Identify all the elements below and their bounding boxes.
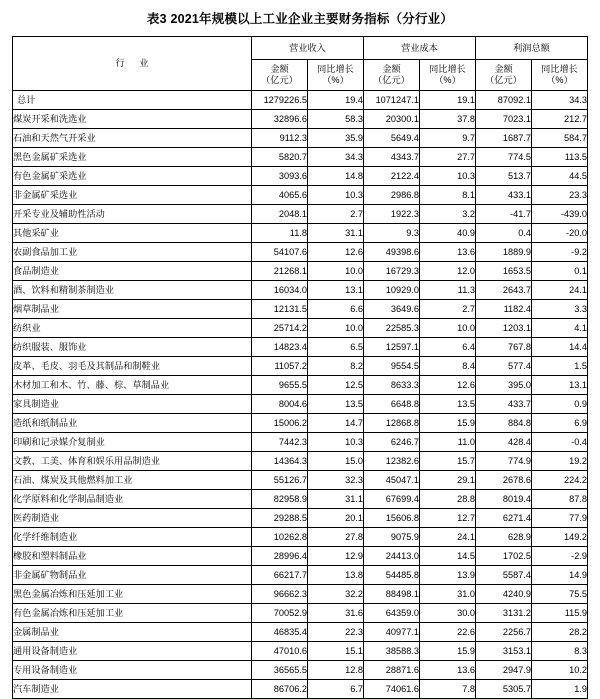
cell-cost-amount: 24413.0: [364, 547, 420, 566]
cell-cost-amount: 12868.8: [364, 414, 420, 433]
table-row: [13, 452, 588, 471]
cell-cost-amount: 49398.6: [364, 243, 420, 262]
cell-cost-amount: 8633.3: [364, 376, 420, 395]
header-group-cost: 营业成本: [364, 37, 476, 60]
cell-revenue-rate: 15.0: [308, 452, 364, 471]
header-cost-rate-label: 同比增长: [429, 63, 466, 74]
cell-revenue-rate: 20.1: [308, 509, 364, 528]
table-row: [13, 547, 588, 566]
cell-revenue-rate: 6.5: [308, 338, 364, 357]
cell-profit-rate: -2.9: [532, 547, 588, 566]
header-revenue-amount: [252, 60, 308, 91]
cell-revenue-rate: 22.3: [308, 623, 364, 642]
cell-cost-amount: 16729.3: [364, 262, 420, 281]
cell-cost-amount: 20300.1: [364, 110, 420, 129]
cell-revenue-amount: 36565.5: [252, 661, 308, 680]
cell-cost-amount: 45047.1: [364, 471, 420, 490]
cell-revenue-amount: 29288.5: [252, 509, 308, 528]
cell-revenue-rate: 14.8: [308, 167, 364, 186]
cell-profit-rate: 77.9: [532, 509, 588, 528]
cell-profit-rate: -0.4: [532, 433, 588, 452]
cell-profit-rate: 44.5: [532, 167, 588, 186]
table-row: [13, 414, 588, 433]
cell-revenue-amount: 3093.6: [252, 167, 308, 186]
cell-revenue-rate: 6.7: [308, 680, 364, 699]
cell-industry-name: 造纸和纸制品业: [13, 414, 252, 433]
cell-industry-name: 开采专业及辅助性活动: [13, 205, 252, 224]
table-header: [13, 37, 588, 91]
cell-profit-rate: 149.2: [532, 528, 588, 547]
cell-profit-rate: 0.9: [532, 395, 588, 414]
table-row: [13, 167, 588, 186]
cell-cost-rate: 11.0: [420, 433, 476, 452]
financial-indicators-table: [12, 36, 588, 699]
cell-cost-amount: 4343.7: [364, 148, 420, 167]
cell-profit-rate: 24.1: [532, 281, 588, 300]
cell-industry-name: 烟草制品业: [13, 300, 252, 319]
cell-revenue-rate: 12.5: [308, 376, 364, 395]
cell-cost-rate: 10.0: [420, 319, 476, 338]
cell-revenue-rate: 2.7: [308, 205, 364, 224]
cell-cost-amount: 74061.6: [364, 680, 420, 699]
cell-industry-name: 皮革、毛皮、羽毛及其制品和制鞋业: [13, 357, 252, 376]
table-row: [13, 566, 588, 585]
cell-profit-rate: 113.5: [532, 148, 588, 167]
cell-cost-rate: 31.0: [420, 585, 476, 604]
header-revenue-amount-unit: （亿元）: [261, 75, 298, 85]
cell-industry-name: 非金属矿采选业: [13, 186, 252, 205]
cell-revenue-amount: 82958.9: [252, 490, 308, 509]
cell-revenue-amount: 5820.7: [252, 148, 308, 167]
cell-cost-rate: 15.9: [420, 414, 476, 433]
cell-revenue-amount: 86706.2: [252, 680, 308, 699]
cell-profit-amount: 5587.4: [476, 566, 532, 585]
cell-cost-amount: 28871.6: [364, 661, 420, 680]
table-row: [13, 433, 588, 452]
cell-revenue-rate: 32.2: [308, 585, 364, 604]
cell-cost-rate: 19.1: [420, 91, 476, 110]
table-row: [13, 338, 588, 357]
cell-cost-amount: 9.3: [364, 224, 420, 243]
cell-cost-rate: 13.6: [420, 661, 476, 680]
cell-profit-amount: 577.4: [476, 357, 532, 376]
cell-profit-rate: 10.2: [532, 661, 588, 680]
cell-cost-amount: 2986.8: [364, 186, 420, 205]
cell-profit-rate: 4.1: [532, 319, 588, 338]
table-row: [13, 585, 588, 604]
cell-industry-name: 家具制造业: [13, 395, 252, 414]
cell-revenue-rate: 19.4: [308, 91, 364, 110]
cell-cost-amount: 12597.1: [364, 338, 420, 357]
cell-cost-rate: 9.7: [420, 129, 476, 148]
cell-profit-rate: 14.4: [532, 338, 588, 357]
table-row: [13, 376, 588, 395]
cell-revenue-amount: 2048.1: [252, 205, 308, 224]
cell-profit-amount: 1687.7: [476, 129, 532, 148]
cell-profit-amount: 2256.7: [476, 623, 532, 642]
cell-revenue-amount: 47010.6: [252, 642, 308, 661]
cell-cost-rate: 13.9: [420, 566, 476, 585]
cell-revenue-amount: 15006.2: [252, 414, 308, 433]
header-profit-amount: [476, 60, 532, 91]
cell-profit-amount: 433.1: [476, 186, 532, 205]
table-row: [13, 262, 588, 281]
cell-profit-amount: 628.9: [476, 528, 532, 547]
cell-revenue-amount: 7442.3: [252, 433, 308, 452]
cell-profit-amount: -41.7: [476, 205, 532, 224]
table-row: [13, 604, 588, 623]
cell-industry-name: 纺织业: [13, 319, 252, 338]
cell-profit-amount: 0.4: [476, 224, 532, 243]
cell-revenue-rate: 31.1: [308, 224, 364, 243]
cell-profit-rate: -20.0: [532, 224, 588, 243]
cell-revenue-rate: 12.6: [308, 243, 364, 262]
cell-profit-rate: 34.3: [532, 91, 588, 110]
cell-cost-rate: 8.1: [420, 186, 476, 205]
cell-cost-rate: 7.8: [420, 680, 476, 699]
cell-industry-name: 其他采矿业: [13, 224, 252, 243]
cell-revenue-amount: 9655.5: [252, 376, 308, 395]
header-profit-rate-label: 同比增长: [541, 63, 578, 74]
cell-revenue-rate: 10.0: [308, 262, 364, 281]
header-profit-rate: [532, 60, 588, 91]
cell-revenue-rate: 13.8: [308, 566, 364, 585]
cell-cost-amount: 5649.4: [364, 129, 420, 148]
cell-industry-name: 印刷和记录媒介复制业: [13, 433, 252, 452]
cell-cost-amount: 12382.6: [364, 452, 420, 471]
cell-industry-name: 医药制造业: [13, 509, 252, 528]
cell-profit-rate: 28.2: [532, 623, 588, 642]
cell-revenue-amount: 14364.3: [252, 452, 308, 471]
cell-revenue-amount: 55126.7: [252, 471, 308, 490]
cell-profit-rate: 14.9: [532, 566, 588, 585]
cell-cost-rate: 29.1: [420, 471, 476, 490]
cell-profit-rate: 584.7: [532, 129, 588, 148]
cell-industry-name: 非金属矿物制品业: [13, 566, 252, 585]
cell-revenue-rate: 10.3: [308, 186, 364, 205]
cell-cost-rate: 40.9: [420, 224, 476, 243]
cell-profit-amount: 7023.1: [476, 110, 532, 129]
cell-revenue-amount: 46835.4: [252, 623, 308, 642]
header-industry: 行 业: [13, 37, 252, 91]
cell-revenue-rate: 13.5: [308, 395, 364, 414]
cell-revenue-rate: 10.3: [308, 433, 364, 452]
cell-profit-rate: 6.9: [532, 414, 588, 433]
cell-cost-amount: 6246.7: [364, 433, 420, 452]
cell-revenue-amount: 8004.6: [252, 395, 308, 414]
cell-cost-rate: 15.9: [420, 642, 476, 661]
cell-profit-amount: 2678.6: [476, 471, 532, 490]
cell-cost-rate: 37.8: [420, 110, 476, 129]
cell-industry-name: 化学纤维制造业: [13, 528, 252, 547]
header-revenue-rate-unit: （%）: [322, 75, 349, 85]
cell-cost-rate: 27.7: [420, 148, 476, 167]
cell-cost-rate: 10.3: [420, 167, 476, 186]
cell-revenue-rate: 14.7: [308, 414, 364, 433]
cell-industry-name: 有色金属矿采选业: [13, 167, 252, 186]
table-row: [13, 300, 588, 319]
cell-cost-rate: 13.6: [420, 243, 476, 262]
cell-profit-rate: 212.7: [532, 110, 588, 129]
table-body: [13, 91, 588, 699]
cell-revenue-rate: 12.8: [308, 661, 364, 680]
header-group-profit: 利润总额: [476, 37, 588, 60]
cell-revenue-amount: 9112.3: [252, 129, 308, 148]
cell-cost-amount: 64359.0: [364, 604, 420, 623]
header-cost-amount-label: 金额: [382, 63, 401, 74]
table-row: [13, 186, 588, 205]
table-row: [13, 471, 588, 490]
cell-industry-name: 煤炭开采和洗选业: [13, 110, 252, 129]
cell-revenue-rate: 12.9: [308, 547, 364, 566]
cell-revenue-amount: 11.8: [252, 224, 308, 243]
header-revenue-amount-label: 金额: [270, 63, 289, 74]
table-row: [13, 319, 588, 338]
cell-profit-rate: 224.2: [532, 471, 588, 490]
cell-profit-rate: 87.8: [532, 490, 588, 509]
cell-revenue-amount: 1279226.5: [252, 91, 308, 110]
cell-cost-amount: 6648.8: [364, 395, 420, 414]
cell-profit-rate: 8.3: [532, 642, 588, 661]
cell-cost-amount: 9554.5: [364, 357, 420, 376]
header-profit-rate-unit: （%）: [546, 75, 573, 85]
table-row: [13, 623, 588, 642]
table-row: [13, 509, 588, 528]
cell-profit-amount: 1653.5: [476, 262, 532, 281]
cell-cost-rate: 3.2: [420, 205, 476, 224]
cell-cost-amount: 9075.9: [364, 528, 420, 547]
cell-revenue-rate: 8.2: [308, 357, 364, 376]
cell-profit-amount: 87092.1: [476, 91, 532, 110]
header-group-revenue: 营业收入: [252, 37, 364, 60]
cell-cost-amount: 1071247.1: [364, 91, 420, 110]
cell-profit-amount: 774.5: [476, 148, 532, 167]
cell-profit-amount: 4240.9: [476, 585, 532, 604]
cell-profit-amount: 3131.2: [476, 604, 532, 623]
cell-industry-name: 总计: [13, 91, 252, 110]
cell-industry-name: 金属制品业: [13, 623, 252, 642]
cell-revenue-amount: 4065.6: [252, 186, 308, 205]
cell-cost-rate: 30.0: [420, 604, 476, 623]
cell-cost-amount: 3649.6: [364, 300, 420, 319]
cell-cost-rate: 22.6: [420, 623, 476, 642]
cell-cost-rate: 28.8: [420, 490, 476, 509]
cell-profit-rate: -9.2: [532, 243, 588, 262]
cell-industry-name: 专用设备制造业: [13, 661, 252, 680]
cell-profit-amount: 1889.9: [476, 243, 532, 262]
table-row: [13, 243, 588, 262]
cell-profit-amount: 2947.9: [476, 661, 532, 680]
cell-cost-amount: 40977.1: [364, 623, 420, 642]
cell-profit-rate: 115.9: [532, 604, 588, 623]
table-row: [13, 205, 588, 224]
cell-revenue-rate: 10.0: [308, 319, 364, 338]
cell-cost-rate: 13.5: [420, 395, 476, 414]
cell-cost-rate: 8.4: [420, 357, 476, 376]
cell-cost-amount: 67699.4: [364, 490, 420, 509]
cell-industry-name: 汽车制造业: [13, 680, 252, 699]
table-row: [13, 224, 588, 243]
cell-cost-amount: 22585.3: [364, 319, 420, 338]
cell-revenue-amount: 21268.1: [252, 262, 308, 281]
cell-cost-rate: 15.7: [420, 452, 476, 471]
cell-industry-name: 橡胶和塑料制品业: [13, 547, 252, 566]
cell-industry-name: 化学原料和化学制品制造业: [13, 490, 252, 509]
cell-revenue-amount: 32896.6: [252, 110, 308, 129]
cell-cost-rate: 12.0: [420, 262, 476, 281]
table-row: [13, 281, 588, 300]
table-row: [13, 148, 588, 167]
cell-revenue-rate: 58.3: [308, 110, 364, 129]
header-cost-amount: [364, 60, 420, 91]
header-row-groups: [13, 37, 588, 60]
cell-profit-amount: 1702.5: [476, 547, 532, 566]
cell-revenue-rate: 32.3: [308, 471, 364, 490]
cell-profit-amount: 774.9: [476, 452, 532, 471]
cell-cost-rate: 6.4: [420, 338, 476, 357]
cell-revenue-rate: 15.1: [308, 642, 364, 661]
cell-cost-amount: 38588.3: [364, 642, 420, 661]
cell-profit-rate: 23.3: [532, 186, 588, 205]
cell-cost-rate: 11.3: [420, 281, 476, 300]
cell-revenue-amount: 25714.2: [252, 319, 308, 338]
cell-cost-rate: 14.5: [420, 547, 476, 566]
table-row: [13, 110, 588, 129]
cell-revenue-amount: 14823.4: [252, 338, 308, 357]
cell-revenue-amount: 10262.8: [252, 528, 308, 547]
cell-revenue-amount: 70052.9: [252, 604, 308, 623]
cell-profit-amount: 433.7: [476, 395, 532, 414]
cell-industry-name: 石油和天然气开采业: [13, 129, 252, 148]
cell-revenue-amount: 66217.7: [252, 566, 308, 585]
page-title: 表3 2021年规模以上工业企业主要财务指标（分行业）: [146, 12, 454, 26]
cell-revenue-rate: 31.6: [308, 604, 364, 623]
cell-industry-name: 木材加工和木、竹、藤、棕、草制品业: [13, 376, 252, 395]
header-cost-amount-unit: （亿元）: [373, 75, 410, 85]
cell-revenue-rate: 31.1: [308, 490, 364, 509]
cell-cost-amount: 54485.8: [364, 566, 420, 585]
cell-cost-rate: 24.1: [420, 528, 476, 547]
cell-profit-amount: 8019.4: [476, 490, 532, 509]
table-row: [13, 395, 588, 414]
cell-cost-rate: 12.7: [420, 509, 476, 528]
cell-cost-amount: 1922.3: [364, 205, 420, 224]
header-profit-amount-label: 金额: [494, 63, 513, 74]
cell-industry-name: 有色金属冶炼和压延加工业: [13, 604, 252, 623]
header-cost-rate: [420, 60, 476, 91]
cell-profit-amount: 1182.4: [476, 300, 532, 319]
cell-industry-name: 农副食品加工业: [13, 243, 252, 262]
table-row: [13, 490, 588, 509]
table-row: [13, 680, 588, 699]
cell-revenue-rate: 6.6: [308, 300, 364, 319]
cell-industry-name: 食品制造业: [13, 262, 252, 281]
cell-profit-amount: 395.0: [476, 376, 532, 395]
cell-cost-amount: 10929.0: [364, 281, 420, 300]
cell-industry-name: 通用设备制造业: [13, 642, 252, 661]
cell-revenue-rate: 13.1: [308, 281, 364, 300]
cell-revenue-amount: 16034.0: [252, 281, 308, 300]
cell-profit-rate: 1.5: [532, 357, 588, 376]
header-cost-rate-unit: （%）: [434, 75, 461, 85]
cell-revenue-amount: 12131.5: [252, 300, 308, 319]
cell-industry-name: 黑色金属矿采选业: [13, 148, 252, 167]
table-row: [13, 661, 588, 680]
cell-profit-rate: 13.1: [532, 376, 588, 395]
cell-revenue-rate: 34.3: [308, 148, 364, 167]
header-revenue-rate: [308, 60, 364, 91]
table-row: [13, 528, 588, 547]
table-row: [13, 91, 588, 110]
cell-profit-amount: 884.8: [476, 414, 532, 433]
table-row: [13, 129, 588, 148]
cell-profit-amount: 3153.1: [476, 642, 532, 661]
cell-revenue-rate: 35.9: [308, 129, 364, 148]
header-revenue-rate-label: 同比增长: [317, 63, 354, 74]
cell-profit-amount: 513.7: [476, 167, 532, 186]
cell-cost-amount: 2122.4: [364, 167, 420, 186]
cell-industry-name: 石油、煤炭及其他燃料加工业: [13, 471, 252, 490]
cell-cost-amount: 15606.8: [364, 509, 420, 528]
cell-industry-name: 酒、饮料和精制茶制造业: [13, 281, 252, 300]
cell-industry-name: 文教、工美、体育和娱乐用品制造业: [13, 452, 252, 471]
cell-industry-name: 纺织服装、服饰业: [13, 338, 252, 357]
table-row: [13, 642, 588, 661]
cell-profit-rate: 0.1: [532, 262, 588, 281]
header-profit-amount-unit: （亿元）: [485, 75, 522, 85]
cell-industry-name: 黑色金属冶炼和压延加工业: [13, 585, 252, 604]
cell-profit-rate: 19.2: [532, 452, 588, 471]
cell-profit-amount: 1203.1: [476, 319, 532, 338]
cell-profit-amount: 2643.7: [476, 281, 532, 300]
cell-profit-rate: 75.5: [532, 585, 588, 604]
cell-cost-rate: 2.7: [420, 300, 476, 319]
table-row: [13, 357, 588, 376]
cell-profit-amount: 428.4: [476, 433, 532, 452]
cell-profit-rate: 3.3: [532, 300, 588, 319]
cell-profit-amount: 767.8: [476, 338, 532, 357]
cell-profit-amount: 6271.4: [476, 509, 532, 528]
cell-revenue-amount: 28996.4: [252, 547, 308, 566]
cell-cost-amount: 88498.1: [364, 585, 420, 604]
cell-profit-rate: 1.9: [532, 680, 588, 699]
cell-revenue-rate: 27.8: [308, 528, 364, 547]
cell-revenue-amount: 96662.3: [252, 585, 308, 604]
cell-cost-rate: 12.6: [420, 376, 476, 395]
cell-profit-amount: 5305.7: [476, 680, 532, 699]
cell-profit-rate: -439.0: [532, 205, 588, 224]
cell-revenue-amount: 54107.6: [252, 243, 308, 262]
cell-revenue-amount: 11057.2: [252, 357, 308, 376]
